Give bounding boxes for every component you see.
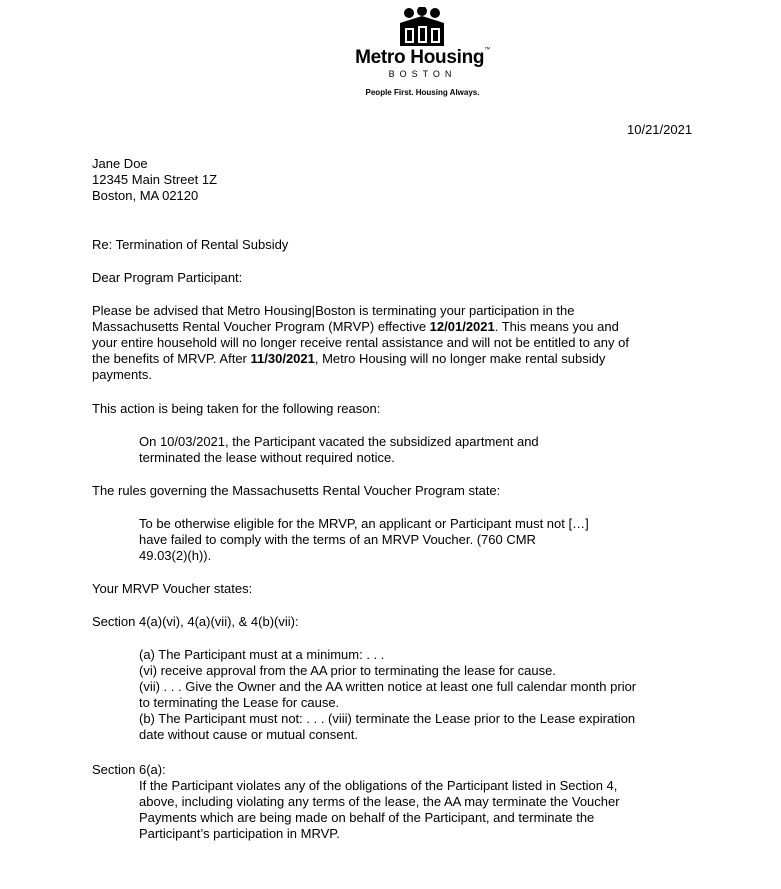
last-payment-date: 11/30/2021 xyxy=(250,351,315,366)
section6-heading: Section 6(a): xyxy=(92,762,166,777)
recipient-street: 12345 Main Street 1Z xyxy=(92,172,218,187)
reason-line2: terminated the lease without required notice. xyxy=(139,450,395,465)
effective-date: 12/01/2021 xyxy=(429,319,495,334)
section6-line4: Participant’s participation in MRVP. xyxy=(139,826,340,841)
para1-line1: Please be advised that Metro Housing|Boston is terminating your participation in the xyxy=(92,303,575,318)
section4-line6: date without cause or mutual consent. xyxy=(139,727,358,742)
rules-line1: To be otherwise eligible for the MRVP, an applicant or Participant must not […] xyxy=(139,516,589,531)
para1-line5: payments. xyxy=(92,367,152,382)
recipient-name: Jane Doe xyxy=(92,156,148,171)
rules-line3: 49.03(2)(h)). xyxy=(139,548,212,563)
section4-line2: (vi) receive approval from the AA prior to terminating the lease for cause. xyxy=(139,663,556,678)
voucher-intro: Your MRVP Voucher states: xyxy=(92,581,253,596)
section4-heading: Section 4(a)(vi), 4(a)(vii), & 4(b)(vii): xyxy=(92,614,299,629)
rules-intro: The rules governing the Massachusetts Rental Voucher Program state: xyxy=(92,483,501,498)
section6-line2: above, including violating any terms of the lease, the AA may terminate the Voucher xyxy=(139,794,620,809)
section4-line4: to terminating the Lease for cause. xyxy=(139,695,340,710)
section6-line3: Payments which are being made on behalf of the Participant, and terminate the xyxy=(139,810,595,825)
trademark-mark: ™ xyxy=(484,47,490,53)
letter-subject: Re: Termination of Rental Subsidy xyxy=(92,237,289,252)
letter-salutation: Dear Program Participant: xyxy=(92,270,243,285)
brand-name: Metro Housing™ xyxy=(355,47,490,68)
brand-tagline: People First. Housing Always. xyxy=(365,88,480,97)
recipient-city: Boston, MA 02120 xyxy=(92,188,199,203)
brand-city: BOSTON xyxy=(388,69,457,79)
para1-line2: Massachusetts Rental Voucher Program (MRVP) effective 12/01/2021. This means you and xyxy=(92,319,619,334)
section6-line1: If the Participant violates any of the obligations of the Participant listed in Section 4, xyxy=(139,778,618,793)
letter-date: 10/21/2021 xyxy=(627,122,693,137)
section4-line5: (b) The Participant must not: . . . (viii) terminate the Lease prior to the Lease expiration xyxy=(139,711,636,726)
rules-line2: have failed to comply with the terms of an MRVP Voucher. (760 CMR xyxy=(139,532,536,547)
metro-housing-logo-icon xyxy=(398,7,446,47)
section4-line3: (vii) . . . Give the Owner and the AA written notice at least one full calendar month prior xyxy=(139,679,637,694)
section4-line1: (a) The Participant must at a minimum: . . . xyxy=(139,647,385,662)
reason-intro: This action is being taken for the following reason: xyxy=(92,401,381,416)
para1-line3: your entire household will no longer receive rental assistance and will not be entitled to any of xyxy=(92,335,629,350)
para1-line4: the benefits of MRVP. After 11/30/2021, Metro Housing will no longer make rental subsidy xyxy=(92,351,606,366)
reason-line1: On 10/03/2021, the Participant vacated the subsidized apartment and xyxy=(139,434,539,449)
